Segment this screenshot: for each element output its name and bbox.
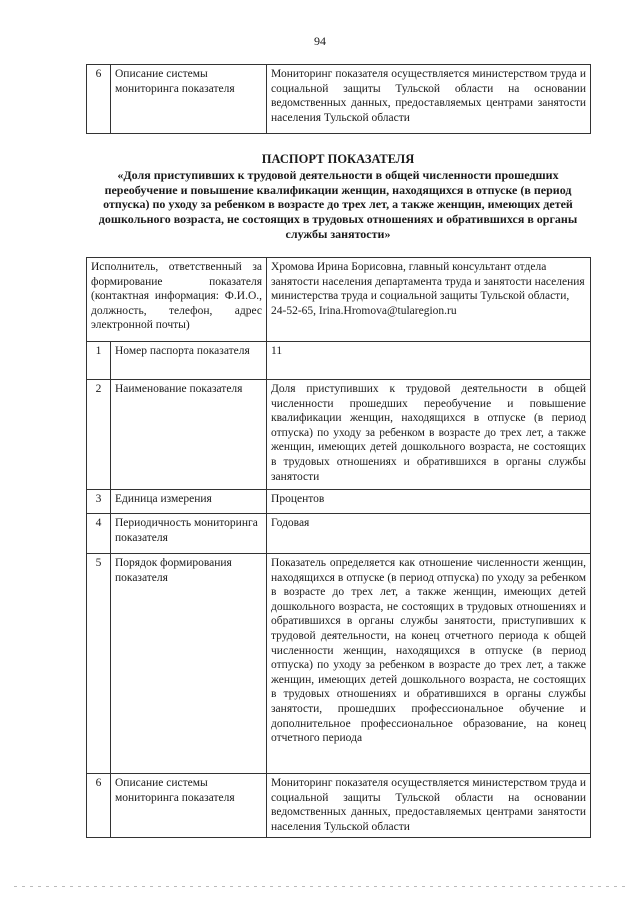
passport-table [86, 257, 591, 838]
row-value: Мониторинг показателя осуществляется министерством труда и социальной защиты Тульской области на основании ведомственных данных, предоставляемых центрами занятости населения Тульской области [267, 774, 591, 838]
executor-label: Исполнитель, ответственный за формирование показателя (контактная информация: Ф.И.О., должность, телефон, адрес электронной почты) [87, 258, 267, 342]
row-value: Показатель определяется как отношение численности женщин, находящихся в отпуске (в период отпуска) по уходу за ребенком в возрасте до трех лет, а также женщин, имеющих детей дошкольного возраста, не состоящих в трудовых отношениях и обратившихся в органы службы занятости, приступивших к трудовой деятельности, на конец отчетного периода к общей численности женщин, находящихся в отпуске (в период отпуска) по уходу за ребенком в возрасте до трех лет, а также женщин, имеющих детей дошкольного возраста, не состоящих в трудовых отношениях и обратившихся в органы службы занятости, прошедших профессиональное обучение и дополнительное профессиональное образование, на конец отчетного периода [267, 554, 591, 774]
passport-subtitle: «Доля приступивших к трудовой деятельности в общей численности прошедших переобучение и повышение квалификации женщин, находящихся в отпуске (в период отпуска) по уходу за ребенком в возрасте до трех лет, а также женщин, имеющих детей дошкольного возраста, не состоящих в трудовых отношениях и обратившихся в органы службы занятости» [98, 167, 578, 241]
row-label: Описание системы мониторинга показателя [111, 65, 267, 134]
row-value: 11 [267, 342, 591, 380]
table-row [87, 65, 591, 134]
row-number: 4 [87, 514, 111, 554]
row-value: Мониторинг показателя осуществляется министерством труда и социальной защиты Тульской области на основании ведомственных данных, предоставляемых центрами занятости населения Тульской области [267, 65, 591, 134]
row-number: 1 [87, 342, 111, 380]
passport-heading: ПАСПОРТ ПОКАЗАТЕЛЯ [261, 152, 415, 166]
row-label: Единица измерения [111, 490, 267, 514]
row-number: 6 [87, 65, 111, 134]
table-row [87, 342, 591, 380]
table-row [87, 380, 591, 490]
row-number: 5 [87, 554, 111, 774]
passport-title-block [86, 152, 590, 242]
row-label: Периодичность мониторинга показателя [111, 514, 267, 554]
page-number: 94 [314, 34, 326, 48]
row-number: 3 [87, 490, 111, 514]
row-value: Годовая [267, 514, 591, 554]
table-row [87, 554, 591, 774]
table-row [87, 514, 591, 554]
row-label: Порядок формирования показателя [111, 554, 267, 774]
row-number: 6 [87, 774, 111, 838]
top-continuation-table [86, 64, 591, 134]
row-label: Описание системы мониторинга показателя [111, 774, 267, 838]
executor-row [87, 258, 591, 342]
row-value: Процентов [267, 490, 591, 514]
row-label: Наименование показателя [111, 380, 267, 490]
executor-value: Хромова Ирина Борисовна, главный консультант отдела занятости населения департамента труда и занятости населения министерства труда и социальной защиты Тульской области, 24-52-65, Irina.Hromova@tularegion.ru [267, 258, 591, 342]
scan-edge-artifact [14, 886, 626, 888]
row-label: Номер паспорта показателя [111, 342, 267, 380]
row-number: 2 [87, 380, 111, 490]
table-row [87, 774, 591, 838]
table-row [87, 490, 591, 514]
row-value: Доля приступивших к трудовой деятельности в общей численности прошедших переобучение и повышение квалификации женщин, находящихся в отпуске (в период отпуска) по уходу за ребенком в возрасте до трех лет, а также женщин, имеющих детей дошкольного возраста, не состоящих в трудовых отношениях и обратившихся в органы службы занятости [267, 380, 591, 490]
